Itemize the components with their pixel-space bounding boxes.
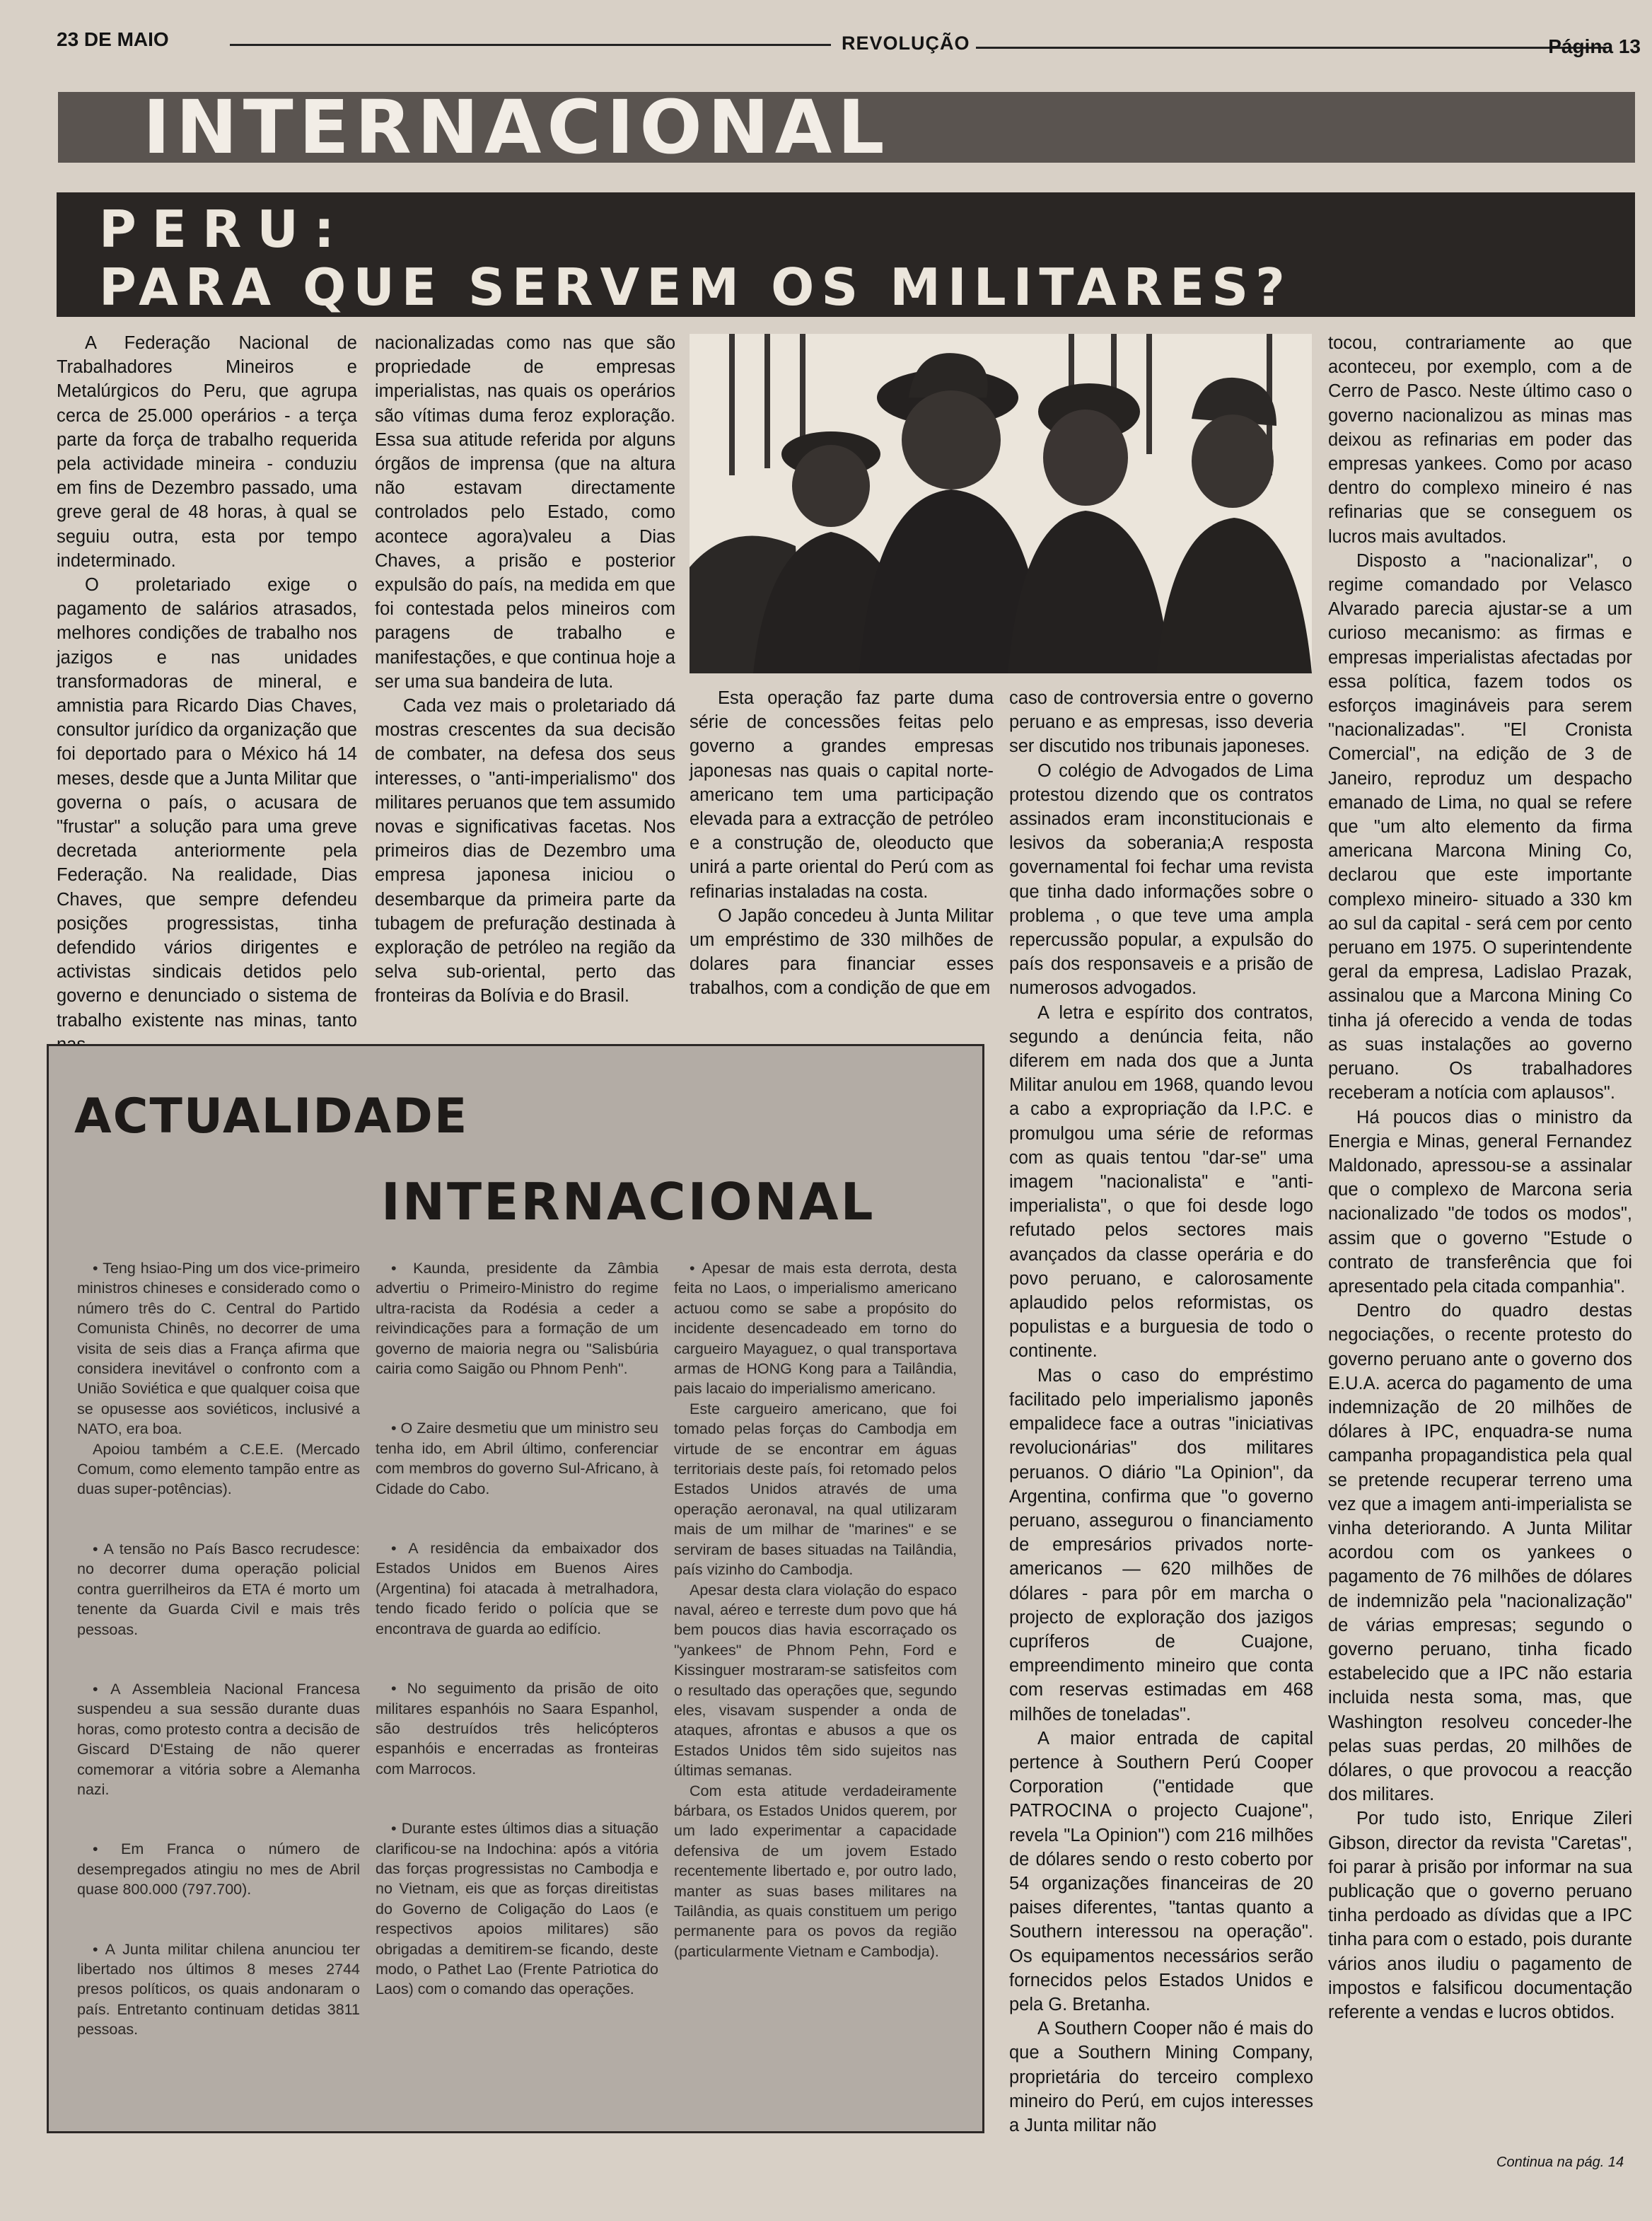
- article-column-3: [690, 686, 994, 1001]
- news-item: • Kaunda, presidente da Zâmbia advertiu o Primeiro-Ministro do regime ultra-racista da Rodésia a ceder a reivindicações para a formação de um governo de maioria negra ou "Salisbúria cairia como Saigão ou Phnom Penh".: [376, 1260, 658, 1378]
- news-item: • A Junta militar chilena anunciou ter libertado nos últimos 8 meses 2744 presos políticos, os quais andonaram o país. Entretanto continuam detidas 3811 pessoas.: [77, 1940, 360, 2039]
- news-item: Este cargueiro americano, que foi tomado pelas forças do Cambodja em virtude de se encontrar em águas territoriais deste país, foi retomado pelos Estados Unidos através de uma operação aeronaval, na qual utilizaram mais de um milhar de "marines" e se serviram de bases situadas na Tailândia, país vizinho do Cambodja.: [674, 1400, 957, 1579]
- article-column-5: [1328, 331, 1632, 2024]
- box-title-line-2: INTERNACIONAL: [381, 1172, 876, 1231]
- news-item: • Apesar de mais esta derrota, desta feita no Laos, o imperialismo americano actuou como se sabe a propósito do incidente desencadeado em torno do cargueiro Mayaguez, o qual transportava armas de HONG Kong para a Tailândia, pais lacaio do imperialismo americano.: [674, 1260, 957, 1398]
- article-paragraph: Esta operação faz parte duma série de concessões feitas pelo governo a grandes empresas japonesas nas quais o capital norte-americano tem uma participação elevada para a extracção de petróleo e a construção de, oleoducto que unirá a parte oriental do Perú com as refinarias instaladas na costa.: [690, 688, 994, 902]
- article-paragraph: caso de controversia entre o governo peruano e as empresas, isso deveria ser discutido nos tribunais japoneses.: [1009, 688, 1313, 757]
- news-item: • A Assembleia Nacional Francesa suspendeu a sua sessão durante duas horas, como protesto contra a decisão de Giscard D'Estaing de não querer comemorar a vitória sobre a Alemanha nazi.: [77, 1680, 360, 1798]
- article-paragraph: Cada vez mais o proletariado dá mostras crescentes da sua decisão de combater, na defesa dos seus interesses, o "anti-imperialismo" dos militares peruanos que tem assumido novas e significativas facetas. Nos primeiros dias de Dezembro uma empresa japonesa iniciou o desembarque da primeira parte da tubagem de prefuração destinada à exploração de petróleo na região da selva sub-oriental, perto das fronteiras da Bolívia e do Brasil.: [375, 696, 675, 1007]
- issue-date: 23 DE MAIO: [57, 28, 169, 50]
- news-item: • A tensão no País Basco recrudesce: no decorrer duma operação policial contra guerrilheiros da ETA é morto um tenente da Guarda Civil e mais três pessoas.: [77, 1540, 360, 1638]
- publication-name: REVOLUÇÃO: [842, 33, 970, 54]
- article-paragraph: A letra e espírito dos contratos, segundo a denúncia feita, não diferem em nada dos que a Junta Militar anulou em 1968, quando levou a cabo a expropriação da I.P.C. e promulgou uma série de reformas com as quais tentou "dar-se" uma imagem "nacionalista" e "anti-imperialista", o que foi desde logo refutado pelos sectores mais avançados da classe operária e do povo peruano, e calorosamente aplaudido pelos reformistas, os populistas e a burguesia de todo o continente.: [1009, 1002, 1313, 1362]
- masthead-rule: [976, 47, 1605, 49]
- article-paragraph: O colégio de Advogados de Lima protestou dizendo que os contratos assinados eram inconstitucionais e lesivos da soberania;A resposta governamental foi fechar uma revista que tinha dado informações sobre o problema , o que teve uma ampla repercussão popular, a expulsão do país dos responsaveis e a prisão de numerosos advogados.: [1009, 760, 1313, 999]
- article-paragraph: O Japão concedeu à Junta Militar um empréstimo de 330 milhões de dolares para financiar esses trabalhos, com a condição de que em: [690, 905, 994, 999]
- section-banner: [58, 84, 1635, 170]
- article-column-2: [375, 331, 675, 1009]
- article-paragraph: A Southern Cooper não é mais do que a Southern Mining Company, proprietária do terceiro complexo mineiro do Perú, em cujos interesses a Junta militar não: [1009, 2019, 1313, 2135]
- box-column-2: [376, 1258, 658, 2039]
- masthead-rule: [230, 44, 831, 46]
- section-title: INTERNACIONAL: [143, 84, 890, 170]
- article-column-1: [57, 331, 357, 1057]
- article-paragraph: tocou, contrariamente ao que aconteceu, por exemplo, com a de Cerro de Pasco. Neste último caso o governo nacionalizou as minas mas deixou as refinarias em poder das empresas yankees. Como por acaso dentro do complexo mineiro é nas refinarias que se conseguem os lucros mais avultados.: [1328, 333, 1632, 547]
- article-paragraph: A maior entrada de capital pertence à Southern Perú Cooper Corporation ("entidade que PATROCINA o projecto Cuajone", revela "La Opinion") com 216 milhões de dólares sendo o resto coberto por 54 organizações financeiras de 20 paises diferentes, "tantas quanto a Southern interessou na operação". Os equipamentos necessários serão fornecidos pelos Estados Unidos e pela G. Bretanha.: [1009, 1728, 1313, 2014]
- continued-note: Continua na pág. 14: [1496, 2155, 1624, 2170]
- box-column-1: [77, 1258, 360, 2080]
- news-item: • Teng hsiao-Ping um dos vice-primeiro ministros chineses e considerado como o número três do C. Central do Partido Comunista Chinês, no decorrer de uma visita de seis dias a França afirma que considera inevitável o confronto com a União Soviética e que qualquer coisa que se opusesse aos soviéticos, inclusivé a NATO, era boa.: [77, 1260, 360, 1438]
- article-paragraph: O proletariado exige o pagamento de salários atrasados, melhores condições de trabalho nos jazigos e nas unidades transformadoras de mineral, e amnistia para Ricardo Dias Chaves, consultor jurídico da organização que foi deportado para o México há 14 meses, desde que a Junta Militar que governa o país, o acusara de "frustar" a solução para uma greve decretada anteriormente pela Federação. Na realidade, Dias Chaves, que sempre defendeu posições progressistas, tinha defendido vários dirigentes e activistas sindicais detidos pelo governo e denunciado o sistema de trabalho existente nas minas, tanto: [57, 575, 357, 1031]
- soldiers-photo-illustration: [690, 334, 1312, 673]
- news-item: • No seguimento da prisão de oito militares espanhóis no Saara Espanhol, são destruídos três helicópteros espanhóis e encerradas as fronteiras com Marrocos.: [376, 1680, 658, 1778]
- news-item: Com esta atitude verdadeiramente bárbara, os Estados Unidos querem, por um lado experimentar a capacidade defensiva de um jovem Estado recentemente libertado e, por outro lado, manter as suas bases militares na Tailândia, as quais constituem um perigo permanente para os povos da região (particularmente Vietnam e Cambodja).: [674, 1782, 957, 1960]
- news-item: Apoiou também a C.E.E. (Mercado Comum, como elemento tampão entre as duas super-potências).: [77, 1440, 360, 1498]
- article-headline: [57, 192, 1635, 317]
- page-number: Página 13: [1548, 35, 1641, 57]
- news-item: • Durante estes últimos dias a situação clarificou-se na Indochina: após a vitória das forças progressistas no Cambodja e no Vietnam, eis que as forças direitistas do Governo de Coligação do Laos (e respectivos apoios militares) são obrigadas a demitirem-se ficando, deste modo, o Pathet Lao (Frente Patriotica do Laos) com o comando das operações.: [376, 1820, 658, 1998]
- news-item: Apesar desta clara violação do espaco naval, aéreo e terreste dum povo que há bem poucos dias havia escorraçado os "yankees" de Phnom Pehn, Ford e Kissinguer mostraram-se satisfeitos com o resultado das operações que, segundo eles, visavam suspender a onda de ataques, afrontas e abusos a que os Estados Unidos têm sido sujeitos nas últimas semanas.: [674, 1581, 957, 1780]
- box-column-3: [674, 1258, 957, 1961]
- article-paragraph: Dentro do quadro destas negociações, o recente protesto do governo peruano ante o governo dos E.U.A. acerca do pagamento de uma indemnização de 20 milhões de dólares à IPC, enquadra-se numa campanha propagandistica pela qual se pretende recuperar terreno uma vez que a imagem anti-imperialista se vinha deteriorando. A Junta Militar acordou com os yankees o pagamento de 76 milhões de dólares de indemnizão pela "nacionalização" de várias empresas; segundo o governo peruano, tinha ficado estabelecido que a IPC não estaria incluida nesta soma, mas, que Washington resolveu conceder-lhe pelas suas perdas, 20 milhões de dólares, o que provocou a reacção dos militares.: [1328, 1301, 1632, 1805]
- article-paragraph: Por tudo isto, Enrique Zileri Gibson, director da revista "Caretas", foi parar à prisão por informar na sua publicação que o governo peruano tinha perdoado as dívidas que a IPC tinha para com o estado, pois durante vários anos iludiu o pagamento de impostos e falsificou documentação referente a vendas e lucros obtidos.: [1328, 1809, 1632, 2023]
- article-paragraph: Mas o caso do empréstimo facilitado pelo imperialismo japonês empalidece face a outras "iniciativas revolucionárias" dos militares peruanos. O diário "La Opinion", da Argentina, confirma que "o governo peruano, assegurou o financiamento de empresários privados norte-americanos — 620 milhões de dólares - para pôr em marcha o projecto de exploração dos jazigos cupríferos de Cuajone, empreendimento mineiro que conta com reservas estimadas em 468 milhões de toneladas".: [1009, 1365, 1313, 1724]
- article-photo-soldiers: [690, 334, 1312, 673]
- masthead: [57, 25, 1641, 57]
- article-paragraph: nacionalizadas como nas que são propriedade de empresas imperialistas, nas quais os operários são vítimas duma feroz exploração. Essa sua atitude referida por alguns órgãos de imprensa (que na altura não estavam directamente controlados pelo Estado, como acontece agora)valeu a Dias Chaves, a prisão e posterior expulsão do país, na medida em que foi contestada pelos mineiros com paragens de trabalho e manifestações, e que continua hoje a ser uma sua bandeira de luta.: [375, 333, 675, 692]
- news-item: • Em Franca o número de desempregados atingiu no mes de Abril quase 800.000 (797.700).: [77, 1840, 360, 1898]
- headline-line-1: PERU:: [99, 199, 350, 259]
- news-box: [47, 1044, 984, 2133]
- article-paragraph: Disposto a "nacionalizar", o regime comandado por Velasco Alvarado parecia ajustar-se a um curioso mecanismo: as firmas e empresas imperialistas afectadas por essa política, fazem todos os esforços imagináveis para serem "nacionalizadas". "El Cronista Comercial", na edição de 3 de Janeiro, reproduz um despacho emanado de Lima, no qual se refere que "um alto elemento da firma americana Marcona Mining Co, declarou que este importante complexo mineiro- situado a 330 km ao sul da capital - será cem por cento peruano em 1975. O superintendente geral da empresa, Ladislao Prazak, assinalou que a Marcona Mining Co tinha já oferecido a venda de todas as suas instalações ao governo peruano. Os trabalhadores receberam a notícia com aplausos".: [1328, 550, 1632, 1103]
- article-paragraph: Há poucos dias o ministro da Energia e Minas, general Fernandez Maldonado, apressou-se a assinalar que o complexo de Marcona seria nacionalizado "de todos os modos", assim que o governo "Estude o contrato de transferência que foi apresentado pela citada companhia".: [1328, 1107, 1632, 1297]
- headline-line-2: PARA QUE SERVEM OS MILITARES?: [99, 257, 1292, 317]
- article-paragraph: A Federação Nacional de Trabalhadores Mineiros e Metalúrgicos do Peru, que agrupa cerca de 25.000 operários - a terça parte da força de trabalho requerida pela actividade mineira - conduziu em fins de Dezembro passado, uma greve geral de 48 horas, à qual se seguiu outra, esta por tempo indeterminado.: [57, 333, 357, 571]
- news-item: • A residência da embaixador dos Estados Unidos em Buenos Aires (Argentina) foi atacada à metralhadora, tendo ficado ferido o polícia que se encontrava de guarda ao edifício.: [376, 1540, 658, 1637]
- news-item: • O Zaire desmetiu que um ministro seu tenha ido, em Abril último, conferenciar com membros do governo Sul-Africano, à Cidade do Cabo.: [376, 1420, 658, 1497]
- box-title-line-1: ACTUALIDADE: [74, 1089, 469, 1144]
- article-column-4: [1009, 686, 1313, 2138]
